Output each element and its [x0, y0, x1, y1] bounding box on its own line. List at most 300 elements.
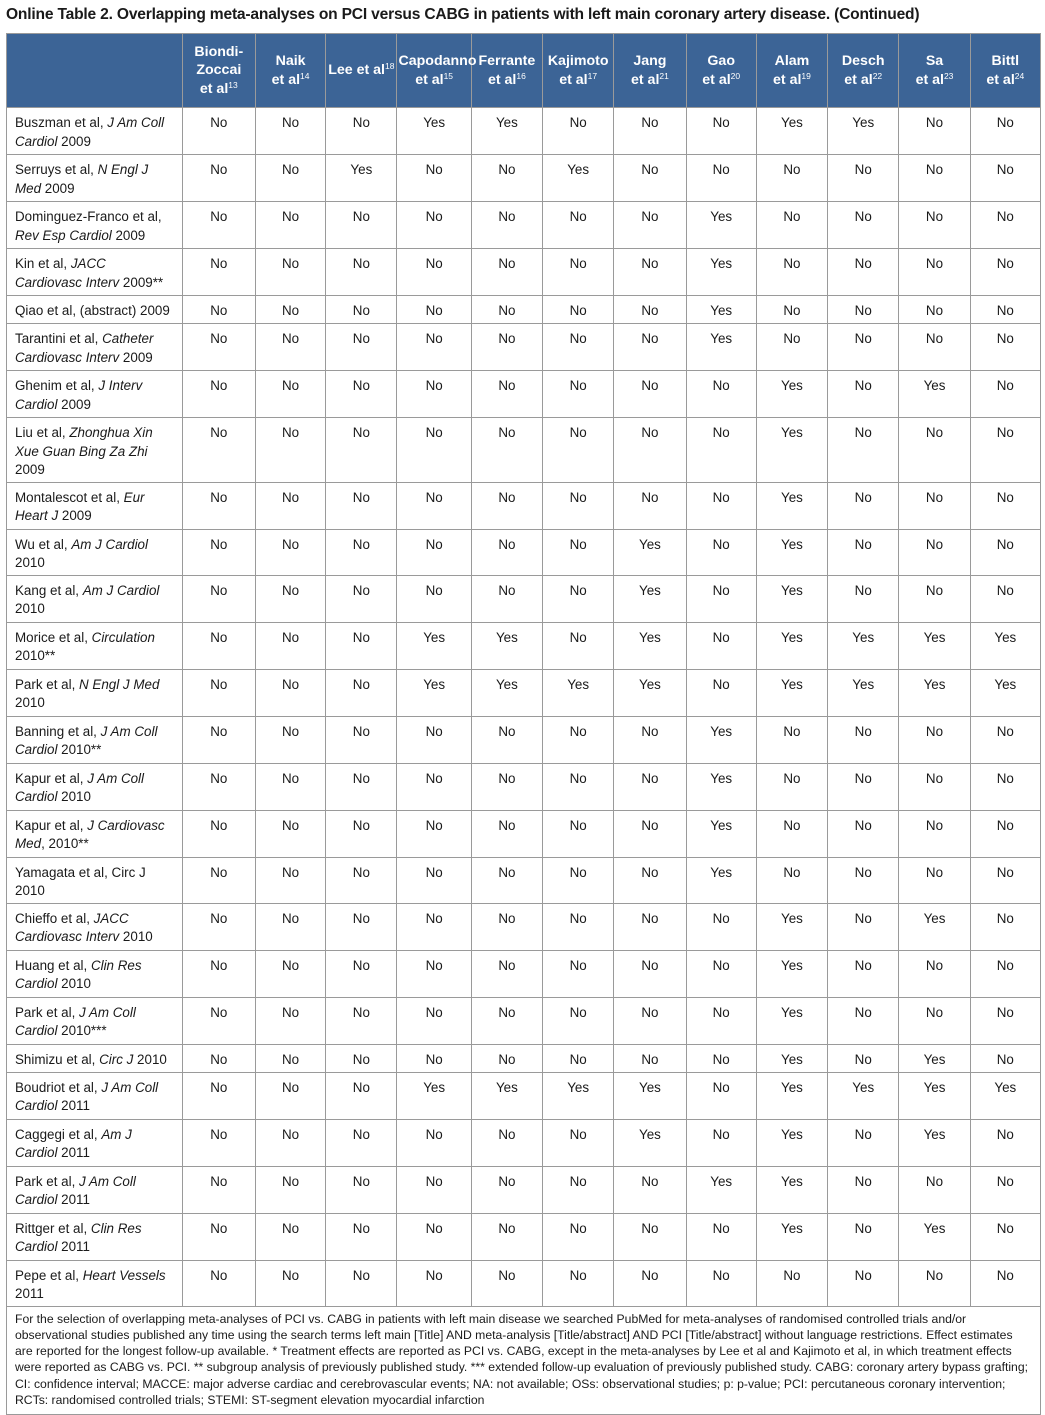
value-cell: No: [326, 324, 397, 371]
reference-number: 16: [516, 70, 526, 81]
value-cell: No: [543, 763, 614, 810]
value-cell: No: [543, 1166, 614, 1213]
value-cell: No: [828, 249, 899, 296]
table-row: [7, 371, 1041, 418]
value-cell: Yes: [756, 418, 827, 483]
value-cell: No: [182, 1072, 255, 1119]
study-text: 2010: [119, 929, 153, 944]
value-cell: No: [756, 810, 827, 857]
value-cell: No: [970, 108, 1040, 155]
value-cell: Yes: [614, 575, 686, 622]
reference-number: 18: [385, 61, 395, 72]
value-cell: No: [471, 418, 542, 483]
value-cell: No: [326, 716, 397, 763]
value-cell: No: [614, 810, 686, 857]
table-row: [7, 903, 1041, 950]
study-text: 2010**: [15, 648, 56, 663]
value-cell: No: [397, 997, 471, 1044]
value-cell: No: [970, 482, 1040, 529]
value-cell: No: [182, 810, 255, 857]
value-cell: No: [543, 997, 614, 1044]
value-cell: No: [828, 529, 899, 575]
value-cell: No: [543, 296, 614, 324]
value-cell: No: [970, 1044, 1040, 1072]
value-cell: No: [899, 997, 970, 1044]
value-cell: Yes: [970, 1072, 1040, 1119]
value-cell: No: [899, 202, 970, 249]
value-cell: No: [828, 1166, 899, 1213]
reference-number: 19: [801, 70, 811, 81]
value-cell: No: [756, 1260, 827, 1306]
value-cell: No: [255, 296, 325, 324]
header-text: et al: [702, 71, 731, 88]
value-cell: No: [543, 716, 614, 763]
header-text: et al: [773, 71, 802, 88]
study-text: 2009**: [119, 274, 164, 290]
value-cell: No: [686, 622, 756, 669]
value-cell: No: [255, 622, 325, 669]
study-cell: [7, 575, 183, 622]
value-cell: No: [543, 857, 614, 903]
value-cell: No: [899, 950, 970, 997]
value-cell: No: [326, 529, 397, 575]
study-cell: [7, 1044, 183, 1072]
value-cell: No: [397, 810, 471, 857]
value-cell: No: [255, 810, 325, 857]
value-cell: Yes: [899, 1213, 970, 1260]
value-cell: No: [899, 763, 970, 810]
journal-name: J Cardiovasc Med: [15, 817, 165, 851]
value-cell: Yes: [397, 1072, 471, 1119]
value-cell: No: [970, 249, 1040, 296]
table-row: [7, 997, 1041, 1044]
value-cell: Yes: [756, 529, 827, 575]
value-cell: No: [255, 324, 325, 371]
value-cell: No: [614, 1213, 686, 1260]
value-cell: No: [182, 529, 255, 575]
reference-number: 14: [300, 70, 310, 81]
value-cell: Yes: [471, 669, 542, 716]
value-cell: No: [970, 763, 1040, 810]
value-cell: No: [970, 1213, 1040, 1260]
study-cell: [7, 1072, 183, 1119]
value-cell: No: [182, 669, 255, 716]
table-row: [7, 669, 1041, 716]
value-cell: No: [255, 716, 325, 763]
value-cell: No: [970, 810, 1040, 857]
study-text: Park et al,: [15, 1173, 80, 1189]
header-text: Ferrante: [478, 53, 536, 69]
study-text: Pepe et al,: [15, 1267, 83, 1283]
value-cell: No: [970, 529, 1040, 575]
value-cell: No: [614, 371, 686, 418]
value-cell: No: [182, 1260, 255, 1306]
value-cell: No: [471, 997, 542, 1044]
value-cell: No: [970, 324, 1040, 371]
study-text: 2010***: [57, 1023, 107, 1038]
value-cell: Yes: [899, 669, 970, 716]
value-cell: No: [828, 1213, 899, 1260]
study-text: Serruys et al,: [15, 162, 98, 177]
value-cell: No: [970, 418, 1040, 483]
value-cell: No: [255, 418, 325, 483]
value-cell: No: [899, 324, 970, 371]
value-cell: No: [686, 529, 756, 575]
value-cell: No: [182, 202, 255, 249]
value-cell: No: [397, 155, 471, 202]
value-cell: Yes: [756, 371, 827, 418]
journal-name: J Interv Cardiol: [15, 378, 143, 412]
value-cell: Yes: [326, 155, 397, 202]
reference-number: 24: [1014, 70, 1025, 81]
header-cell: [397, 34, 477, 108]
value-cell: No: [255, 997, 325, 1044]
value-cell: No: [471, 324, 542, 371]
value-cell: No: [899, 482, 970, 529]
value-cell: No: [543, 202, 614, 249]
value-cell: No: [756, 202, 827, 249]
value-cell: No: [182, 716, 255, 763]
header-text: Alam: [774, 53, 810, 69]
table-row: [7, 622, 1041, 669]
value-cell: No: [543, 1044, 614, 1072]
study-cell: [7, 324, 183, 371]
study-text: Montalescot et al,: [15, 489, 124, 505]
table-row: [7, 202, 1041, 249]
value-cell: No: [899, 1166, 970, 1213]
value-cell: No: [614, 997, 686, 1044]
table-row: [7, 529, 1041, 575]
value-cell: No: [970, 155, 1040, 202]
value-cell: No: [397, 202, 471, 249]
value-cell: Yes: [686, 202, 756, 249]
header-text: Bittl: [991, 53, 1020, 69]
value-cell: No: [543, 108, 614, 155]
study-text: 2009: [58, 508, 92, 523]
value-cell: No: [828, 810, 899, 857]
value-cell: Yes: [543, 155, 614, 202]
value-cell: No: [255, 1213, 325, 1260]
value-cell: Yes: [686, 324, 756, 371]
header-text: et al: [844, 71, 873, 88]
value-cell: No: [397, 575, 471, 622]
value-cell: No: [471, 857, 542, 903]
study-text: Wu et al,: [15, 536, 72, 552]
value-cell: No: [899, 716, 970, 763]
value-cell: No: [255, 1166, 325, 1213]
header-text: Lee et al: [328, 62, 385, 79]
header-cell: [686, 34, 756, 108]
study-text: Kapur et al,: [15, 770, 88, 786]
table-row: [7, 1166, 1041, 1213]
value-cell: No: [326, 249, 397, 296]
value-cell: No: [686, 155, 756, 202]
study-text: Banning et al,: [15, 723, 101, 739]
header-text: Jang: [633, 53, 667, 69]
value-cell: No: [756, 763, 827, 810]
value-cell: No: [471, 202, 542, 249]
journal-name: Clin Res Cardiol: [15, 957, 142, 991]
value-cell: No: [828, 418, 899, 483]
value-cell: No: [828, 296, 899, 324]
study-text: 2010: [15, 695, 45, 710]
value-cell: No: [397, 1213, 471, 1260]
study-text: Park et al,: [15, 676, 80, 692]
value-cell: No: [614, 202, 686, 249]
value-cell: No: [397, 482, 471, 529]
value-cell: No: [182, 903, 255, 950]
value-cell: No: [471, 716, 542, 763]
value-cell: No: [326, 622, 397, 669]
study-cell: [7, 997, 183, 1044]
study-cell: [7, 249, 183, 296]
value-cell: No: [471, 810, 542, 857]
reference-number: 20: [730, 70, 741, 81]
header-cell: [182, 34, 255, 108]
value-cell: No: [326, 108, 397, 155]
value-cell: No: [828, 202, 899, 249]
value-cell: No: [828, 1119, 899, 1166]
value-cell: No: [614, 1260, 686, 1306]
value-cell: No: [614, 249, 686, 296]
header-text: et al: [415, 71, 444, 88]
value-cell: No: [326, 763, 397, 810]
study-text: Kin et al,: [15, 256, 71, 271]
value-cell: No: [397, 529, 471, 575]
value-cell: No: [255, 1072, 325, 1119]
value-cell: Yes: [471, 1072, 542, 1119]
value-cell: No: [255, 108, 325, 155]
value-cell: Yes: [756, 108, 827, 155]
value-cell: Yes: [756, 1072, 827, 1119]
header-cell: [970, 34, 1040, 108]
value-cell: Yes: [686, 296, 756, 324]
value-cell: No: [255, 249, 325, 296]
header-text: et al: [559, 71, 588, 88]
value-cell: No: [471, 1213, 542, 1260]
reference-number: 21: [659, 70, 669, 81]
value-cell: No: [899, 1260, 970, 1306]
table-row: [7, 155, 1041, 202]
study-text: 2010: [15, 601, 45, 616]
value-cell: No: [326, 575, 397, 622]
journal-name: N Engl J Med: [15, 162, 149, 196]
value-cell: No: [543, 371, 614, 418]
reference-number: 15: [443, 70, 454, 81]
value-cell: No: [970, 1166, 1040, 1213]
study-text: 2010**: [57, 742, 102, 757]
header-text: Biondi-: [194, 43, 244, 60]
value-cell: No: [828, 1260, 899, 1306]
value-cell: No: [614, 716, 686, 763]
reference-number: 22: [872, 70, 883, 81]
value-cell: Yes: [756, 482, 827, 529]
study-text: Morice et al,: [15, 629, 92, 645]
value-cell: No: [828, 371, 899, 418]
value-cell: Yes: [756, 950, 827, 997]
value-cell: No: [686, 371, 756, 418]
value-cell: No: [970, 997, 1040, 1044]
value-cell: Yes: [686, 763, 756, 810]
value-cell: No: [182, 371, 255, 418]
value-cell: No: [828, 324, 899, 371]
header-cell-study: [7, 34, 183, 108]
value-cell: Yes: [471, 622, 542, 669]
study-text: Rittger et al,: [15, 1220, 91, 1236]
study-cell: [7, 1166, 183, 1213]
study-text: 2009: [111, 227, 146, 243]
value-cell: No: [182, 155, 255, 202]
value-cell: No: [255, 1260, 325, 1306]
value-cell: No: [614, 418, 686, 483]
study-cell: [7, 371, 183, 418]
value-cell: Yes: [397, 669, 471, 716]
value-cell: No: [182, 1119, 255, 1166]
value-cell: No: [686, 418, 756, 483]
table-row: [7, 1044, 1041, 1072]
value-cell: No: [397, 1119, 471, 1166]
value-cell: No: [471, 296, 542, 324]
value-cell: Yes: [397, 108, 471, 155]
value-cell: No: [397, 716, 471, 763]
table-row: [7, 249, 1041, 296]
value-cell: Yes: [686, 810, 756, 857]
value-cell: No: [899, 108, 970, 155]
value-cell: No: [397, 324, 471, 371]
value-cell: Yes: [471, 108, 542, 155]
value-cell: Yes: [686, 249, 756, 296]
value-cell: No: [543, 1213, 614, 1260]
value-cell: No: [182, 482, 255, 529]
value-cell: No: [471, 763, 542, 810]
value-cell: No: [614, 763, 686, 810]
value-cell: No: [543, 249, 614, 296]
header-text: et al: [487, 71, 517, 88]
journal-name: Circ J: [99, 1051, 134, 1067]
table-row: [7, 296, 1041, 324]
study-text: 2009: [41, 180, 75, 196]
header-text: Sa: [925, 53, 944, 69]
value-cell: No: [182, 418, 255, 483]
value-cell: No: [543, 622, 614, 669]
value-cell: Yes: [614, 669, 686, 716]
value-cell: Yes: [756, 1044, 827, 1072]
value-cell: No: [686, 950, 756, 997]
value-cell: No: [543, 1119, 614, 1166]
study-cell: [7, 810, 183, 857]
value-cell: No: [471, 371, 542, 418]
study-cell: [7, 669, 183, 716]
value-cell: No: [899, 155, 970, 202]
value-cell: Yes: [899, 1072, 970, 1119]
value-cell: Yes: [686, 1166, 756, 1213]
study-cell: [7, 950, 183, 997]
header-cell: [471, 34, 542, 108]
table-row: [7, 1213, 1041, 1260]
value-cell: No: [828, 950, 899, 997]
value-cell: No: [543, 903, 614, 950]
value-cell: No: [471, 950, 542, 997]
value-cell: No: [255, 857, 325, 903]
value-cell: No: [686, 997, 756, 1044]
value-cell: No: [255, 202, 325, 249]
value-cell: Yes: [970, 669, 1040, 716]
study-text: , 2010**: [41, 836, 89, 851]
header-cell: [326, 34, 397, 108]
value-cell: No: [397, 418, 471, 483]
value-cell: No: [543, 418, 614, 483]
header-text: Desch: [841, 53, 885, 69]
value-cell: No: [326, 810, 397, 857]
value-cell: No: [182, 997, 255, 1044]
study-text: Kang et al,: [15, 582, 83, 598]
value-cell: Yes: [614, 1072, 686, 1119]
value-cell: No: [970, 903, 1040, 950]
study-text: 2009: [15, 462, 45, 477]
header-text: et al: [631, 71, 660, 88]
table-title: Online Table 2. Overlapping meta-analyses on PCI versus CABG in patients with left main coronary artery disease. (Continued): [6, 6, 920, 23]
study-text: 2010: [57, 789, 91, 804]
value-cell: No: [828, 482, 899, 529]
journal-name: N Engl J Med: [79, 676, 160, 692]
value-cell: Yes: [614, 529, 686, 575]
value-cell: No: [471, 529, 542, 575]
header-cell: [756, 34, 827, 108]
value-cell: Yes: [756, 575, 827, 622]
value-cell: No: [326, 997, 397, 1044]
value-cell: Yes: [756, 1119, 827, 1166]
value-cell: Yes: [756, 1213, 827, 1260]
value-cell: Yes: [756, 903, 827, 950]
value-cell: No: [756, 716, 827, 763]
value-cell: No: [614, 482, 686, 529]
header-text: et al: [199, 80, 229, 97]
table-row: [7, 1072, 1041, 1119]
study-cell: [7, 1119, 183, 1166]
value-cell: No: [828, 857, 899, 903]
value-cell: No: [397, 249, 471, 296]
value-cell: No: [828, 575, 899, 622]
study-text: Caggegi et al,: [15, 1126, 102, 1142]
value-cell: No: [543, 575, 614, 622]
study-text: Buszman et al,: [15, 115, 108, 130]
value-cell: Yes: [899, 1044, 970, 1072]
value-cell: No: [326, 371, 397, 418]
value-cell: No: [899, 529, 970, 575]
header-text: Kajimoto: [547, 53, 609, 69]
study-cell: [7, 529, 183, 575]
journal-name: J Am Coll Cardiol: [15, 1004, 136, 1038]
value-cell: Yes: [899, 371, 970, 418]
study-cell: [7, 155, 183, 202]
study-cell: [7, 1260, 183, 1306]
value-cell: No: [397, 1044, 471, 1072]
value-cell: Yes: [614, 622, 686, 669]
value-cell: Yes: [828, 108, 899, 155]
value-cell: No: [255, 950, 325, 997]
value-cell: No: [326, 903, 397, 950]
value-cell: No: [182, 1166, 255, 1213]
value-cell: Yes: [899, 1119, 970, 1166]
footnote: For the selection of overlapping meta-analyses of PCI vs. CABG in patients with left main disease we searched PubMed for meta-analyses of randomised controlled trials and/or observational studies published any time using the search terms left main [Title] AND meta-analysis [Title/abstract] AND PCI [Title/abstract] without language restrictions. Effect estimates are reported for the longest follow-up available. * Treatment effects are reported as PCI vs. CABG, except in the meta-analyses by Lee et al and Kajimoto et al, in which treatment effects were reported as CABG vs. PCI. ** subgroup analysis of previously published study. *** extended follow-up evaluation of previously published study. CABG: coronary artery bypass grafting; CI: confidence interval; MACCE: major adverse cardiac and cerebrovascular events; NA: not available; OSs: observational studies; p: p-value; PCI: percutaneous coronary intervention; RCTs: randomised controlled trials; STEMI: ST-segment elevation myocardial infarction: [7, 1306, 1041, 1415]
value-cell: No: [686, 1213, 756, 1260]
value-cell: No: [899, 296, 970, 324]
value-cell: Yes: [614, 1119, 686, 1166]
study-text: Ghenim et al,: [15, 378, 99, 393]
value-cell: No: [756, 857, 827, 903]
table-row: [7, 763, 1041, 810]
value-cell: No: [471, 155, 542, 202]
